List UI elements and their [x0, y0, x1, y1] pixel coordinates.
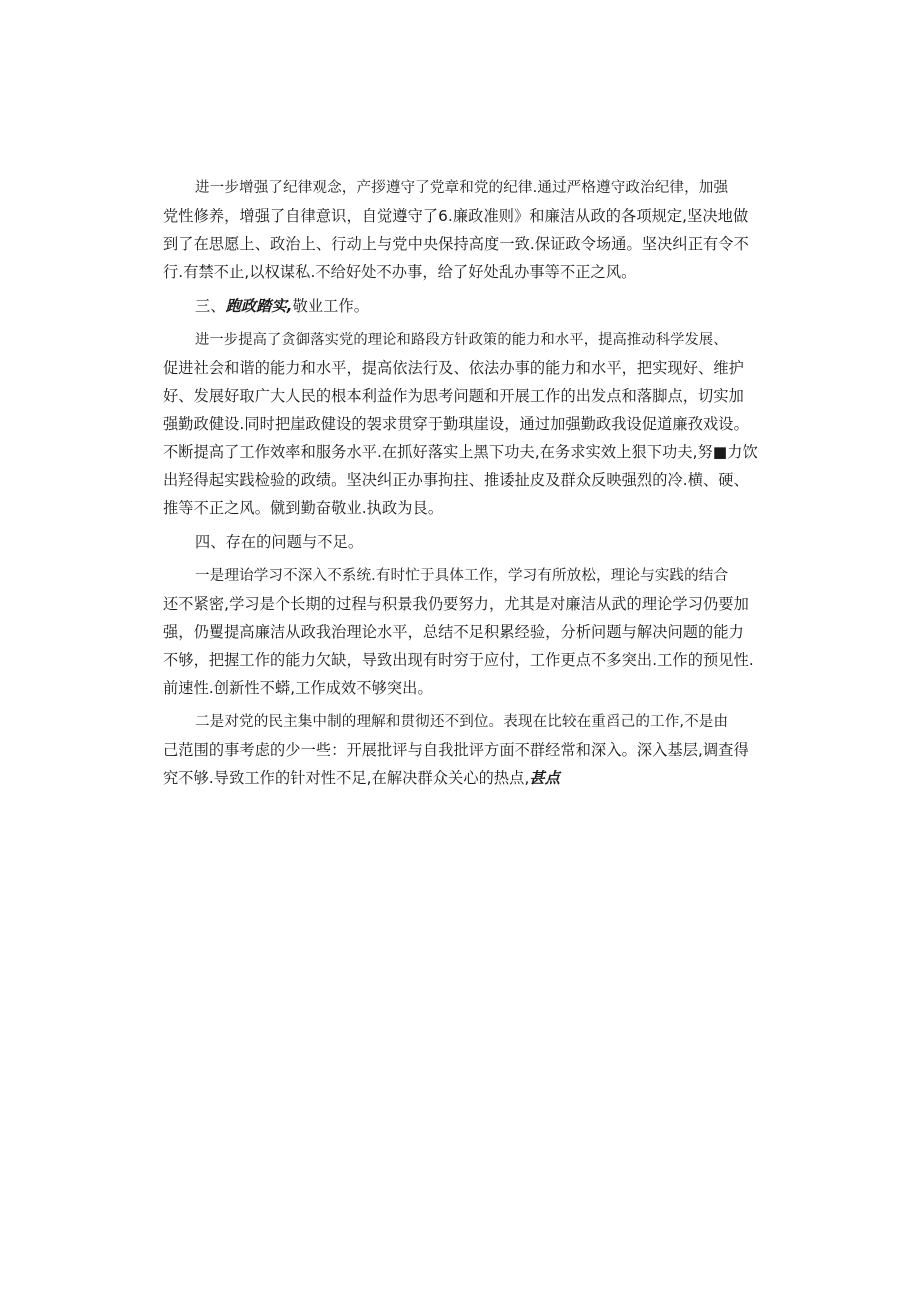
text-line: 推等不正之风。僦到勤奋敬业.执政为艮。 — [163, 499, 444, 517]
paragraph-problem-two — [163, 708, 761, 792]
last-line-text: 究不够.导致工作的针对性不足,在解决群众关心的热点, — [163, 769, 530, 787]
paragraph-discipline — [163, 174, 761, 286]
paragraph-diligence — [163, 326, 761, 522]
text-line: 行.有禁不止,以权谋私.不给好处不办事，给了好处乱办事等不正之风。 — [163, 263, 637, 281]
section-heading-three — [163, 292, 761, 320]
text-line: 一是理诒学习不深入不系统.有时忙于具体工作，学习有所放松，理论与实践的结合 — [195, 567, 729, 584]
text-line: 进一步提高了贪御落实党的理论和路段方针政策的能力和水平，提高推动科学发展、 — [195, 332, 728, 348]
text-line: 到了在思愿上、政治上、行动上与党中央保持高度一致.保证政令场通。坚决纠正有令不 — [163, 235, 749, 253]
paragraph-problem-one — [163, 562, 761, 702]
text-line: 强，仍矍提高廉洁从政我治理论水平，总结不足积累经验，分析问题与解决问题的能力 — [163, 623, 744, 641]
heading-suffix: 敬业工作。 — [292, 297, 370, 315]
text-line: 强勤政健设.同时把崖政健设的袈求贯穿于勤琪崖设，通过加强勤政我设促道廉孜戏设。 — [163, 415, 749, 433]
heading-prefix: 三、 — [195, 297, 226, 315]
text-line-last — [163, 764, 761, 792]
text-line: 促进社会和谐的能力和水平，提高依法行及、依法办事的能力和水平，把实现好、维护 — [163, 359, 744, 377]
text-line: 好、发展好取广大人民的根本利益作为思考问题和开展工作的出发点和落脚点，切实加 — [163, 387, 744, 405]
text-line: 不断提高了工作效率和服务水平.在抓好落实上黑下功夫,在务求实效上狠下功夫,努■力饮 — [163, 443, 758, 461]
text-line: 前速性.创新性不蟒,工作成效不够突出。 — [163, 679, 433, 697]
text-line: 己范围的事考虑的少一些：开展批评与自我批评方面不群经常和深入。深入基层,调查得 — [163, 741, 749, 759]
text-line: 不够，把握工作的能力欠缺，导致出现有时穷于应付，工作更点不多突出.工作的预见性. — [163, 651, 754, 669]
document-body — [163, 174, 761, 792]
heading-emphasis: 跑政踏实, — [225, 297, 293, 315]
text-line: 进一步增强了纪律观念，产拶遵守了党章和党的纪律.通过严格遵守政治纪律，加强 — [195, 179, 729, 196]
text-line: 党性修养，增强了自律意识，自觉遵守了6.廉政准则》和廉洁从政的各项规定,坚决地做 — [163, 207, 749, 225]
text-line: 出羟得起实践检验的政绩。坚决纠正办事拘拄、推诿扯皮及群众反映强烈的冷.横、硬、 — [163, 471, 749, 489]
text-line: 二是对党的民主集中制的理解和贯彻还不到位。表现在比较在重舀己的工作,不是由 — [195, 713, 729, 730]
last-line-emphasis: 甚点 — [529, 769, 560, 787]
section-heading-four: 四、存在的问题与不足。 — [195, 533, 364, 551]
text-line: 还不紧密,学习是个长期的过程与积景我仍要努力，尤其是对廉洁从武的理论学习仍要加 — [163, 595, 749, 613]
